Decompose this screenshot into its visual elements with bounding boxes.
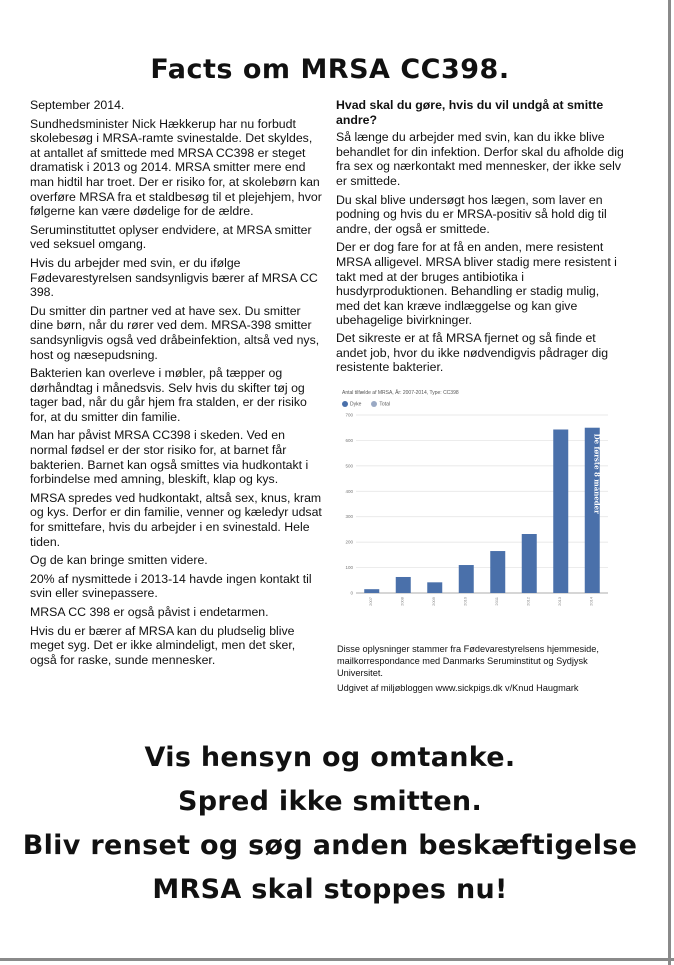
paragraph: Bakterien kan overleve i møbler, på tæpper og dørhåndtag i månedsvis. Selv hvis du skifter tøj og tager bad, når du går hjem fra stalden, er der risiko for, at du smitter din familie. <box>30 366 307 424</box>
x-tick-label: 2008 <box>399 597 405 606</box>
x-tick-label: 2013 <box>556 597 562 606</box>
slogans <box>0 736 660 912</box>
paragraph: Sundhedsminister Nick Hækkerup har nu forbudt skolebesøg i MRSA-ramte svinestalde. Det skyldes, at antallet af smittede med MRSA CC398 er steget dramatisk i 2013 og 2014. MRSA smitter mere end man hidtil har troet. Der er risiko for, at skolebørn kan overføre MRSA fra et staldbesøg til et plejehjem, hvor følgerne kan være dødelige for de ældre. <box>30 116 322 219</box>
y-tick-label: 0 <box>350 590 353 596</box>
legend-label: Dyke <box>350 401 362 408</box>
paragraph: Hvis du arbejder med svin, er du ifølge Fødevarestyrelsen sandsynligvis bærer af MRSA CC 398. <box>30 255 318 300</box>
legend-dot-icon <box>371 401 377 407</box>
paragraph: Man har påvist MRSA CC398 i skeden. Ved en normal fødsel er der stor risiko for, at barnet får bakterien. Barnet kan også smittes via hudkontakt i forbindelse med amning, bleskift, klap og kys. <box>30 428 309 487</box>
x-tick-label: 2014 <box>588 597 594 606</box>
slogan-line: Vis hensyn og omtanke. <box>144 742 516 773</box>
y-tick-label: 500 <box>345 463 353 469</box>
mrsa-cases-chart <box>336 386 616 608</box>
paragraph: Så længe du arbejder med svin, kan du ikke blive behandlet for din infektion. Derfor skal du afholde dig fra sex og nærkontakt med mennesker, der ikke selv er smittede. <box>336 130 624 188</box>
paragraph: Du smitter din partner ved at have sex. Du smitter dine børn, når du rører ved dem. MRSA-398 smitter sandsynligvis også ved dråbeinfektion, altså ved nys, host og næsepudsning. <box>30 303 320 362</box>
section-heading: Hvad skal du gøre, hvis du vil undgå at smitte andre? <box>336 98 604 127</box>
bar <box>427 582 442 593</box>
source-note <box>337 643 627 697</box>
left-column <box>30 98 322 671</box>
page-title: Facts om MRSA CC398. <box>150 54 510 85</box>
chart-legend <box>342 401 390 407</box>
legend-item <box>342 401 361 407</box>
publisher-text: Udgivet af miljøbloggen www.sickpigs.dk v/Knud Haugmark <box>337 683 579 693</box>
y-tick-label: 100 <box>345 565 353 571</box>
paragraph: Der er dog fare for at få en anden, mere resistent MRSA alligevel. MRSA bliver stadig mere resistent i takt med at der bruges antibiotika i husdyrproduktionen. Behandling er stadig mulig, med det kan kræve indlæggelse og kan give ubehagelige bivirkninger. <box>336 240 617 328</box>
y-tick-label: 200 <box>345 539 353 545</box>
x-tick-label: 2011 <box>493 597 499 606</box>
x-tick-label: 2009 <box>430 597 436 606</box>
source-text: Disse oplysninger stammer fra Fødevarestyrelsens hjemmeside, mailkorrespondance med Danmarks Seruminstitut og Sydjysk Universitet. <box>337 644 599 678</box>
bar <box>490 551 505 593</box>
right-column <box>336 98 626 379</box>
paragraph: Og de kan bringe smitten videre. <box>30 553 208 568</box>
bar <box>553 429 568 593</box>
paragraph: MRSA CC 398 er også påvist i endetarmen. <box>30 605 269 619</box>
chart-title: Antal tilfælde af MRSA, År: 2007-2014, Type: CC398 <box>342 390 459 396</box>
legend-dot-icon <box>342 401 348 407</box>
legend-label: Total <box>379 401 390 408</box>
y-tick-label: 700 <box>345 412 353 418</box>
page-border-bottom <box>0 958 674 961</box>
x-tick-label: 2007 <box>367 597 373 606</box>
slogan-line: Bliv renset og søg anden beskæftigelse <box>22 830 638 861</box>
bar <box>396 577 411 593</box>
paragraph: Hvis du er bærer af MRSA kan du pludselig blive meget syg. Det er ikke almindeligt, men det sker, også for raske, sunde mennesker. <box>30 623 296 667</box>
chart-canvas <box>336 386 616 608</box>
slogan-line: MRSA skal stoppes nu! <box>152 874 508 905</box>
bar <box>364 589 379 593</box>
paragraph: Det sikreste er at få MRSA fjernet og så finde et andet job, hvor du ikke nødvendigvis pådrager dig resistente bakterier. <box>336 330 609 375</box>
legend-item <box>371 401 390 407</box>
date-line: September 2014. <box>30 98 125 112</box>
slogan-line: Spred ikke smitten. <box>177 786 483 817</box>
bar <box>522 534 537 593</box>
paragraph: MRSA spredes ved hudkontakt, altså sex, knus, kram og kys. Derfor er din familie, venner og kæledyr udsat for smittefare, hvis du arbejder i en svinestald. Hele tiden. <box>30 490 322 549</box>
paragraph: Seruminstituttet oplyser endvidere, at MRSA smitter ved seksuel omgang. <box>30 222 312 252</box>
bar-annotation: De første 8 måneder <box>592 433 602 514</box>
bar <box>459 565 474 593</box>
y-tick-label: 400 <box>345 488 353 494</box>
y-tick-label: 600 <box>345 437 353 443</box>
page-border-right <box>668 0 671 965</box>
x-tick-label: 2012 <box>525 597 531 606</box>
y-tick-label: 300 <box>345 514 353 520</box>
x-tick-label: 2010 <box>462 597 468 606</box>
paragraph: Du skal blive undersøgt hos lægen, som laver en podning og hvis du er MRSA-positiv så hold dig til andre, der også er smittede. <box>336 192 607 236</box>
paragraph: 20% af nysmittede i 2013-14 havde ingen kontakt til svin eller svinepassere. <box>30 571 312 601</box>
